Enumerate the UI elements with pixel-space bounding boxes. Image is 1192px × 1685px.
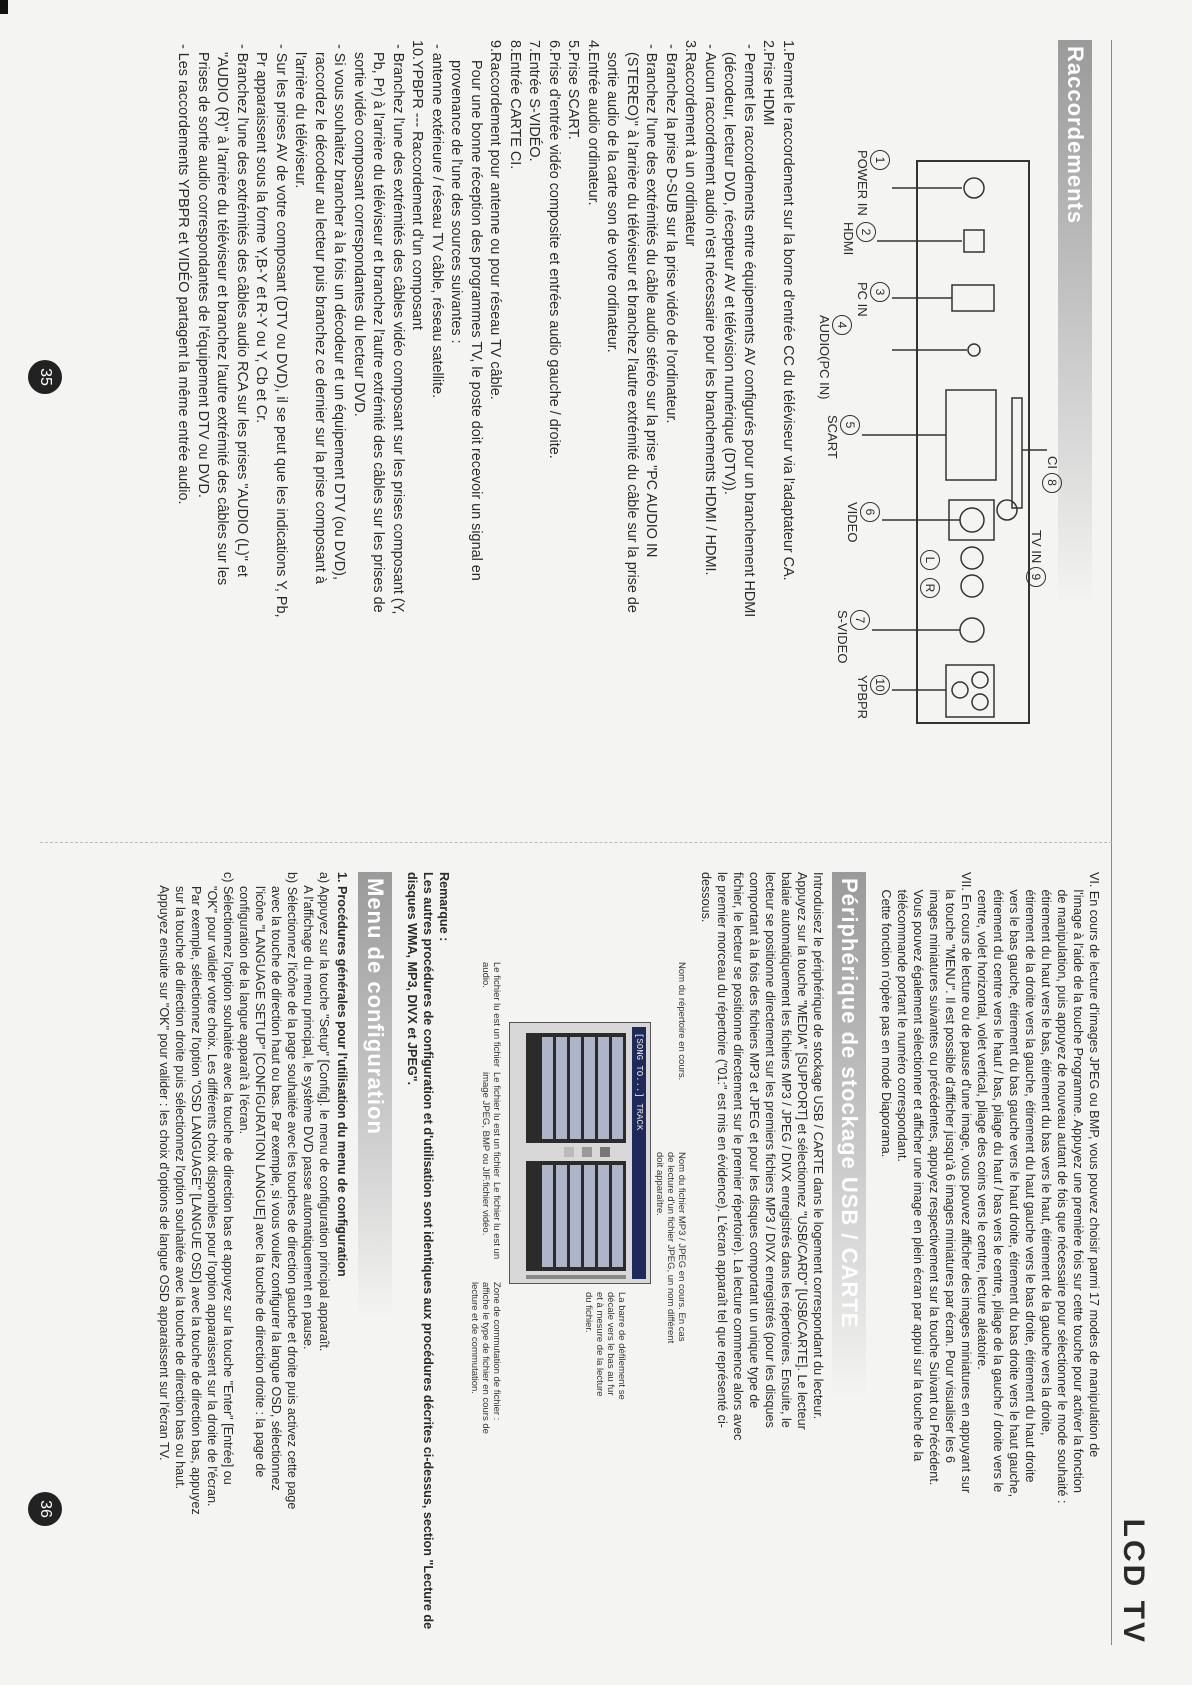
caption-switch-zone: Zone de commutation de fichier : affiche le type de fichier en cours de lecture et de commutation. <box>469 1282 502 1434</box>
list-item <box>542 1037 553 1139</box>
list-item <box>598 1165 609 1267</box>
connections-line: 4.Entrée audio ordinateur. <box>585 40 601 206</box>
usb-line: Introduisez le périphérique de stockage USB / CARTE dans le logement correspondant du lecteur. <box>811 872 825 1420</box>
menu-heading-block <box>334 872 350 1672</box>
usb-line: Appuyez sur la touche "MEDIA" [SUPPORT] et sélectionnez "USB/CARD" [USB/CARTE]. Le lecteur <box>795 872 809 1430</box>
media-browser-screen <box>509 1022 651 1284</box>
connections-line: 10.YPBPR --- Raccordement d'un composant <box>409 40 426 330</box>
connector-2-label: 2 HDMI <box>841 222 876 255</box>
connections-instructions <box>173 40 797 830</box>
list-item <box>570 1165 581 1267</box>
connector-9-label: TV IN 9 <box>1026 530 1046 587</box>
connections-line: 7.Entrée S-VIDÉO. <box>526 40 543 162</box>
connections-line: - Si vous souhaitez brancher à la fois un décodeur et un équipement DTV (ou DVD), <box>331 40 348 580</box>
connections-line: - antenne extérieure / réseau TV câble, réseau satellite. <box>429 40 445 399</box>
connections-line: - Les raccordements YPBPR et VIDÉO partagent la même entrée audio. <box>175 40 192 505</box>
connections-line: 6.Prise d'entrée vidéo composite et entrées audio gauche / droite. <box>546 40 562 459</box>
screen-header-bar: [SONG TO...] TRACK <box>632 1027 646 1279</box>
remark-text: Les autres procédures de configuration et d'utilisation sont identiques aux procédures décrites ci-dessus, section "Lecture de disques WMA, MP3, DIVX et JPEG". <box>405 872 435 1630</box>
usb-line: le premier morceau du répertoire ("01:" est mis en évidence). L'écran apparaît tel que représenté ci- <box>715 872 729 1428</box>
connections-line: Pour une bonne réception des programmes TV, le poste doit recevoir un signal en <box>468 40 484 581</box>
connections-line: sortie vidéo composant correspondantes du lecteur DVD. <box>351 40 367 417</box>
connections-line: 2.Prise HDMI <box>760 40 777 126</box>
connector-7-label: 7 S-VIDEO <box>835 610 870 663</box>
manipulation-line: télécommande portant le numéro correspondant. <box>895 872 909 1162</box>
video-file-icon <box>564 1147 574 1157</box>
manipulation-line: étirement du centre vers le haut / bas, pliage du haut / bas vers le centre, pliage de la gauche / droite vers le <box>991 872 1005 1493</box>
section-title-usb-carte: Périphérique de stockage USB / CARTE <box>832 872 866 1398</box>
usb-line: dessous. <box>699 872 713 923</box>
caption-scrollbar: La barre de défilement se décale vers le bas au fur et à mesure de la lecture du fichier. <box>583 1292 627 1400</box>
connections-line: sortie audio de la carte son de votre ordinateur. <box>604 40 621 353</box>
manipulation-line: VI. En cours de lecture d'images JPEG ou BMP, vous pouvez choisir parmi 17 modes de manipulation de <box>1087 872 1101 1458</box>
left-page <box>0 0 1192 842</box>
page-title: LCD TV <box>1117 1518 1150 1645</box>
menu-line: "OK" pour valider votre choix. Les différents choix disponibles pour l'option apparaissent sur la droite de l'écran. <box>205 872 219 1507</box>
connections-line: Pb, Pr) à l'arrière du téléviseur et branchez l'autre extrémité des câbles sur les prises de <box>370 40 387 613</box>
usb-screen-illustration <box>469 962 687 1522</box>
page-number-right: 36 <box>28 1492 62 1526</box>
connector-panel-diagram <box>802 110 1060 750</box>
manipulation-line: étirement du haut vers le bas, étirement du bas vers le haut, étirement de la gauche vers la droite, <box>1039 872 1053 1436</box>
caption-video-file: Le fichier lu est un fichier vidéo. <box>480 1182 502 1260</box>
list-item <box>598 1037 609 1139</box>
caption-image-file: Le fichier lu est un fichier image JPEG, BMP ou JIF. <box>480 1072 502 1182</box>
menu-line: b) Sélectionnez l'icône de la page souhaitée avec les touches de direction gauche et droite puis activez cette page <box>285 872 299 1510</box>
usb-line: lecteur se positionne directement sur les premiers fichiers MP3 / DIVX enregistrés (pour les disques <box>763 872 777 1428</box>
list-item <box>612 1165 623 1267</box>
menu-line: c) Sélectionnez l'option souhaitée avec la touche de direction bas et appuyez sur la touche "Enter" [Entrée] ou <box>221 872 235 1485</box>
connections-line: - Permet les raccordements entre équipements AV configurés pour un branchement HDMI <box>741 40 757 618</box>
section-title-menu: Menu de configuration <box>358 872 392 1318</box>
usb-line: comportant à la fois des fichiers MP3 et JPEG et pour les disques comportant un unique type de <box>747 872 761 1409</box>
connections-line: provenance de l'une des sources suivantes : <box>448 40 465 344</box>
connections-line: 3.Raccordement à un ordinateur <box>682 40 699 247</box>
list-item <box>556 1037 567 1139</box>
manipulation-line: de manipulation, puis appuyez de nouveau autant de fois que nécessaire pour sélectionner le mode souhaité : <box>1055 872 1069 1504</box>
menu-procedure-text <box>156 872 332 1672</box>
scrollbar <box>526 1275 626 1279</box>
connector-4-label: 4 AUDIO(PC IN) <box>817 315 852 400</box>
connector-r-label: R <box>920 578 940 598</box>
manipulation-line: étirement de la droite vers la gauche, étirement du haut gauche vers le bas droite, étirement du haut droite <box>1023 872 1037 1483</box>
list-item <box>584 1037 595 1139</box>
screen-folder-list <box>526 1033 626 1143</box>
section-title-raccordements: Raccordements <box>1058 40 1092 606</box>
screen-track-list <box>526 1161 626 1271</box>
remark-block <box>404 872 452 1662</box>
caption-audio-file: Le fichier lu est un fichier audio. <box>480 962 502 1068</box>
list-item <box>612 1037 623 1139</box>
connections-line: - Sur les prises AV de votre composant (DTV ou DVD), il se peut que les indications Y, Pb, <box>273 40 289 618</box>
connections-line: (STEREO)" à l'arrière du téléviseur et branchez l'autre extrémité du câble sur la prise de <box>624 40 640 613</box>
menu-line: sur la touche de direction droite puis sélectionnez l'option souhaitée avec la touche de direction bas ou haut. <box>173 872 187 1490</box>
connections-line: l'arrière du téléviseur. <box>292 40 309 189</box>
connections-line: - Branchez l'une des extrémités du câble audio stéréo sur la prise "PC AUDIO IN <box>643 40 660 558</box>
list-item <box>584 1165 595 1267</box>
menu-heading: 1. Procédures générales pour l'utilisation du menu de configuration <box>335 872 349 1277</box>
caption-directory-name: Nom du répertoire en cours. <box>676 962 687 1081</box>
caption-file-name: Nom du fichier MP3 / JPEG en cours. En cas de lecture d'un fichier JPEG, un nom différent doit apparaître. <box>654 1152 687 1344</box>
connector-1-label: 1 POWER IN <box>855 150 890 216</box>
menu-line: avec la touche de direction haut ou bas. Par exemple, si vous voulez configurer la langue OSD, sélectionnez <box>269 872 283 1491</box>
list-item <box>570 1037 581 1139</box>
connections-line: 8.Entrée CARTE CI. <box>507 40 523 170</box>
image-manipulation-text <box>878 872 1102 1662</box>
usb-line: balaie automatiquement les fichiers MP3 / JPEG / DIVX enregistrés dans les répertoires. Ensuite, le <box>779 872 793 1428</box>
connections-line: - Branchez l'une des extrémités des câbles vidéo composant sur les prises composant (Y, <box>390 40 406 615</box>
list-item <box>542 1165 553 1267</box>
manipulation-line: l'image à l'aide de la touche Programme. Appuyez une première fois sur cette touche pour activer la fonction <box>1071 872 1085 1493</box>
connections-line: 9.Raccordement pour antenne ou pour réseau TV câble. <box>487 40 504 400</box>
audio-file-icon <box>600 1147 610 1157</box>
manipulation-line: VII. En cours de lecture ou de pause d'une image, vous pouvez afficher des images miniatures en appuyant sur <box>959 872 973 1494</box>
connector-3-label: 3 PC IN <box>855 282 890 317</box>
connections-line: - Aucun raccordement audio n'est nécessaire pour les branchements HDMI / HDMI. <box>702 40 718 576</box>
manipulation-line: images miniatures suivantes ou précédentes, appuyez respectivement sur la touche Suivant ou Précédent. <box>927 872 941 1486</box>
manipulation-line: la touche "MENU". Il est possible d'afficher jusqu'à 6 images miniatures par écran. Pour visualiser les 6 <box>943 872 957 1464</box>
menu-line: l'icône "LANGUAGE SETUP" [CONFIGURATION LANGUE] avec la touche de direction droite : la page de <box>253 872 267 1478</box>
right-page <box>0 842 1192 1685</box>
connections-line: Pr apparaissent sous la forme Y,B-Y et R-Y ou Y, Cb et Cr. <box>253 40 270 424</box>
image-file-icon <box>582 1147 592 1157</box>
menu-line: Appuyez ensuite sur "OK" pour valider : les choix d'options de langue OSD apparaissent sur l'écran TV. <box>157 872 171 1461</box>
menu-line: a) Appuyez sur la touche "Setup" [Config]. le menu de configuration principal apparaît. <box>317 872 331 1352</box>
connections-line: "AUDIO (R)" à l'arrière du téléviseur et branchez l'autre extrémité des câbles sur les <box>214 40 231 586</box>
manipulation-line: Cette fonction n'opère pas en mode Diaporama. <box>879 872 893 1158</box>
connections-line: raccordez le décodeur au lecteur puis branchez ce dernier sur la prise composant à <box>312 40 328 584</box>
menu-line: A l'affichage du menu principal, le système DVD passe automatiquement en pause. <box>301 872 315 1350</box>
menu-line: configuration de la langue apparaît à l'écran. <box>237 872 251 1135</box>
manipulation-line: centre, volet horizontal, volet vertical, pliage des coins vers le centre, lecture aléatoire. <box>975 872 989 1370</box>
connections-line: 5.Prise SCART. <box>565 40 582 140</box>
manipulation-line: vers le bas gauche, étirement du bas gauche vers le haut droite, étirement du bas droite vers le haut gauche, <box>1007 872 1021 1498</box>
connections-line: (décodeur, lecteur DVD, récepteur AV et télévision numérique (DTV)). <box>721 40 738 495</box>
connections-line: 1.Permet le raccordement sur la borne d'entrée CC du téléviseur via l'adaptateur CA. <box>780 40 796 581</box>
connector-6-label: 6 VIDEO <box>845 502 880 542</box>
connections-line: - Branchez la prise D-SUB sur la prise vidéo de l'ordinateur. <box>663 40 679 424</box>
usb-line: fichier, le lecteur se positionne directement sur le premier répertoire). La lecture commence alors avec <box>731 872 745 1441</box>
connector-8-label: CI 8 <box>1042 456 1062 493</box>
connections-line: - Branchez l'une des extrémités des câbles audio RCA sur les prises "AUDIO (L)" et <box>234 40 250 577</box>
remark-label: Remarque : <box>437 872 451 942</box>
manipulation-line: Vous pouvez également sélectionner et afficher une image en plein écran par appui sur la touche de la <box>911 872 925 1462</box>
menu-line: Par exemple, sélectionnez l'option "OSD LANGUAGE" [LANGUE OSD] avec la touche de direction bas, appuyez <box>189 872 203 1515</box>
connections-line: Prises de sortie audio correspondantes de l'équipement DTV ou DVD. <box>195 40 211 498</box>
connector-l-label: L <box>920 550 940 570</box>
page-number-left: 35 <box>28 360 62 394</box>
list-item <box>556 1165 567 1267</box>
connector-10-label: 10 YPBPR <box>855 675 890 719</box>
connector-5-label: 5 SCART <box>825 415 860 459</box>
usb-card-text <box>698 872 826 1662</box>
